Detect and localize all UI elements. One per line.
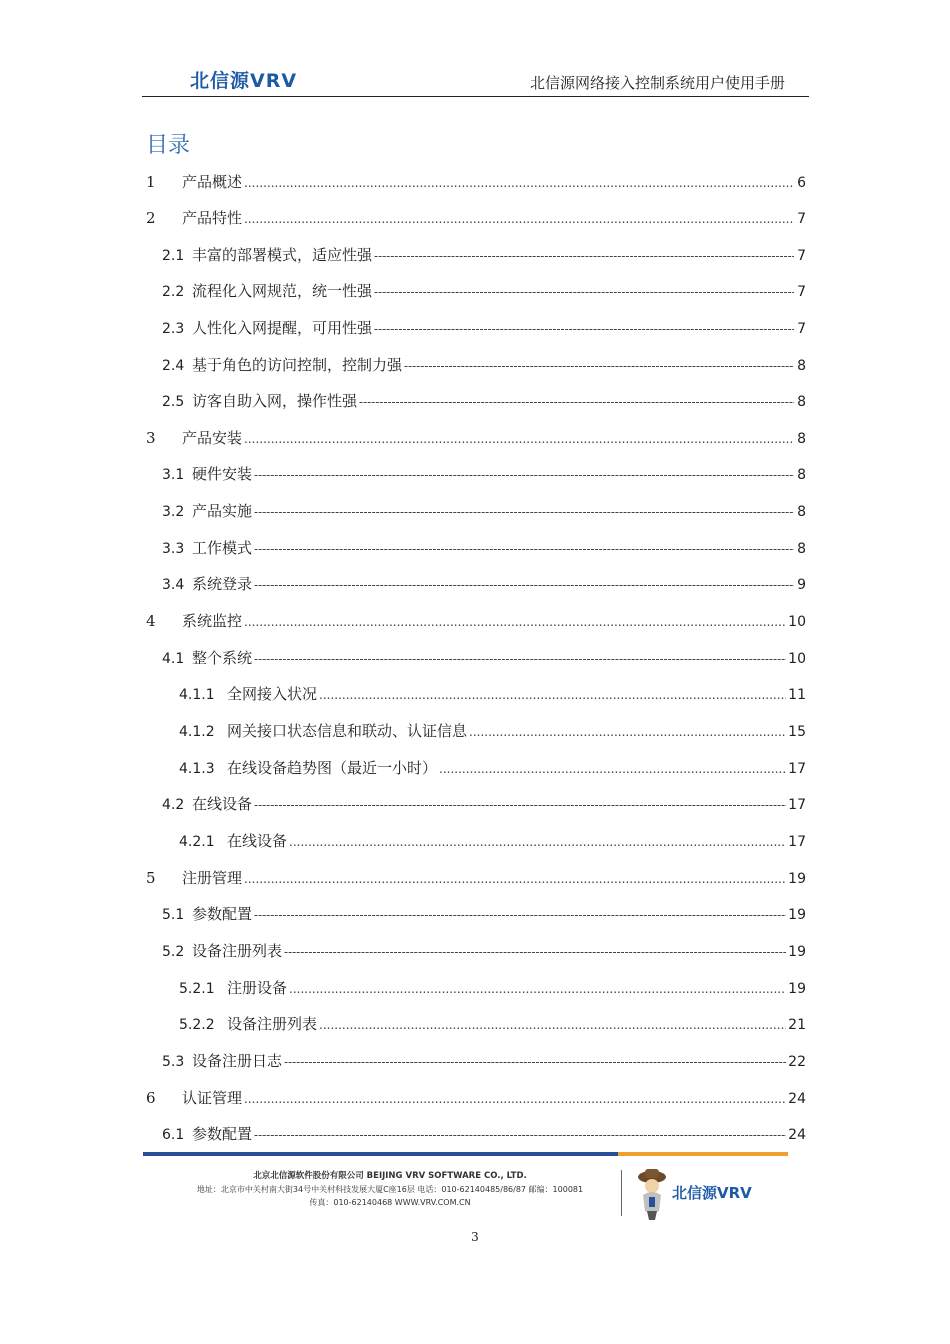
toc-entry-page: 19 <box>788 944 806 960</box>
toc-entry[interactable] <box>179 830 806 854</box>
footer-bar-blue <box>143 1152 618 1156</box>
toc-entry-page: 7 <box>797 321 806 337</box>
toc-entry[interactable] <box>162 903 806 927</box>
toc-entry-page: 8 <box>797 358 806 374</box>
toc-entry[interactable] <box>162 280 806 304</box>
footer-divider <box>621 1170 622 1216</box>
toc-leader <box>254 1128 786 1142</box>
toc-entry-title: 流程化入网规范，统一性强 <box>192 282 373 300</box>
toc-entry-number: 2.2 <box>162 284 185 300</box>
toc-entry-title: 全网接入状况 <box>227 685 318 703</box>
toc-entry-title: 在线设备趋势图（最近一小时） <box>227 759 438 777</box>
toc-entry-page: 10 <box>788 614 806 630</box>
toc-entry-number: 3 <box>146 429 156 447</box>
toc-entry-title: 设备注册列表 <box>192 942 283 960</box>
toc-leader <box>469 725 786 739</box>
toc-entry-number: 3.1 <box>162 467 185 483</box>
footer-contact: 传真：010-62140468 WWW.VRV.COM.CN <box>309 1198 471 1207</box>
toc-entry-page: 7 <box>797 211 806 227</box>
toc-entry-page: 19 <box>788 981 806 997</box>
toc-leader <box>244 1092 786 1106</box>
toc-leader <box>254 578 794 592</box>
toc-entry-page: 8 <box>797 467 806 483</box>
toc-leader <box>359 395 794 409</box>
toc-entry[interactable] <box>162 1050 806 1074</box>
toc-entry[interactable] <box>162 793 806 817</box>
toc-entry-number: 4.2 <box>162 797 185 813</box>
toc-entry-title: 注册设备 <box>227 979 288 997</box>
toc-leader <box>254 908 786 922</box>
toc-leader <box>284 1055 786 1069</box>
toc-entry-page: 8 <box>797 394 806 410</box>
toc-leader <box>319 688 786 702</box>
mascot-icon <box>635 1165 669 1221</box>
toc-entry[interactable] <box>162 1123 806 1147</box>
toc-entry-page: 7 <box>797 248 806 264</box>
footer-logo: 北信源VRV <box>672 1184 752 1202</box>
toc-entry-title: 设备注册列表 <box>227 1015 318 1033</box>
toc-entry-title: 访客自助入网，操作性强 <box>192 392 358 410</box>
toc-entry-number: 4.1.3 <box>179 761 215 777</box>
toc-entry-number: 5.2 <box>162 944 185 960</box>
toc-entry-page: 19 <box>788 907 806 923</box>
footer-bar-orange <box>618 1152 788 1156</box>
toc-entry[interactable] <box>162 537 806 561</box>
toc-entry[interactable] <box>179 977 806 1001</box>
toc-entry-number: 2.5 <box>162 394 185 410</box>
toc-entry-title: 工作模式 <box>192 539 253 557</box>
toc-entry-page: 17 <box>788 761 806 777</box>
toc-entry-title: 认证管理 <box>182 1089 243 1107</box>
toc-leader <box>439 762 786 776</box>
header-logo: 北信源VRV <box>190 70 298 92</box>
toc-entry[interactable] <box>179 757 806 781</box>
toc-entry-page: 11 <box>788 687 806 703</box>
toc-leader <box>404 359 794 373</box>
toc-entry[interactable] <box>162 647 806 671</box>
toc-entry-page: 24 <box>788 1127 806 1143</box>
header-title: 北信源网络接入控制系统用户使用手册 <box>529 74 785 92</box>
toc-entry-page: 15 <box>788 724 806 740</box>
toc-entry-number: 3.2 <box>162 504 185 520</box>
toc-leader <box>374 285 794 299</box>
footer-address: 地址：北京市中关村南大街34号中关村科技发展大厦C座16层 电话：010-62140485/86/87 邮编：100081 <box>196 1185 584 1194</box>
header-rule <box>142 96 809 97</box>
toc-entry-title: 产品特性 <box>182 209 243 227</box>
toc-entry[interactable] <box>146 207 806 231</box>
toc-entry-title: 产品安装 <box>182 429 243 447</box>
toc-entry-page: 8 <box>797 431 806 447</box>
toc-entry-page: 17 <box>788 797 806 813</box>
toc-entry-number: 1 <box>146 173 156 191</box>
footer-company-info <box>160 1170 620 1209</box>
toc-leader <box>289 982 786 996</box>
toc-entry[interactable] <box>162 354 806 378</box>
toc-entry-number: 5.2.1 <box>179 981 215 997</box>
toc-entry-page: 7 <box>797 284 806 300</box>
footer-company-name: 北京北信源软件股份有限公司 BEIJING VRV SOFTWARE CO., LTD. <box>253 1171 527 1181</box>
toc-entry-page: 24 <box>788 1091 806 1107</box>
toc-entry-title: 基于角色的访问控制，控制力强 <box>192 356 403 374</box>
toc-entry-number: 2 <box>146 209 156 227</box>
toc-entry-number: 5.1 <box>162 907 185 923</box>
toc-entry-page: 8 <box>797 541 806 557</box>
toc-entry-page: 21 <box>788 1017 806 1033</box>
toc-entry-title: 系统监控 <box>182 612 243 630</box>
toc-leader <box>374 322 794 336</box>
toc-entry-number: 3.3 <box>162 541 185 557</box>
toc-entry-title: 网关接口状态信息和联动、认证信息 <box>227 722 468 740</box>
toc-entry[interactable] <box>179 683 806 707</box>
toc-entry-page: 22 <box>788 1054 806 1070</box>
toc-entry-number: 4.1.2 <box>179 724 215 740</box>
toc-entry[interactable] <box>162 390 806 414</box>
toc-leader <box>244 615 786 629</box>
toc-entry[interactable] <box>162 500 806 524</box>
toc-leader <box>284 945 786 959</box>
toc-entry-number: 4.1 <box>162 651 185 667</box>
toc-leader <box>254 798 786 812</box>
toc-entry-title: 人性化入网提醒，可用性强 <box>192 319 373 337</box>
toc-leader <box>244 872 786 886</box>
toc-entry-number: 2.3 <box>162 321 185 337</box>
toc-entry[interactable] <box>162 244 806 268</box>
toc-leader <box>254 468 794 482</box>
toc-entry-number: 4.2.1 <box>179 834 215 850</box>
toc-leader <box>254 505 794 519</box>
toc-leader <box>254 542 794 556</box>
toc-entry[interactable] <box>162 940 806 964</box>
toc-entry[interactable] <box>146 867 806 891</box>
toc-leader <box>319 1018 786 1032</box>
toc-entry-number: 6.1 <box>162 1127 185 1143</box>
toc-entry-title: 注册管理 <box>182 869 243 887</box>
toc-entry-number: 4.1.1 <box>179 687 215 703</box>
toc-entry-page: 6 <box>797 175 806 191</box>
toc-entry-number: 2.4 <box>162 358 185 374</box>
toc-entry-number: 2.1 <box>162 248 185 264</box>
toc-entry-title: 丰富的部署模式，适应性强 <box>192 246 373 264</box>
toc-entry-title: 设备注册日志 <box>192 1052 283 1070</box>
toc-entry[interactable] <box>162 573 806 597</box>
toc-entry[interactable] <box>179 1013 806 1037</box>
toc-entry[interactable] <box>146 427 806 451</box>
toc-entry[interactable] <box>179 720 806 744</box>
toc-leader <box>244 176 794 190</box>
toc-entry-title: 产品实施 <box>192 502 253 520</box>
toc-entry-number: 5 <box>146 869 156 887</box>
toc-entry-page: 10 <box>788 651 806 667</box>
toc-entry[interactable] <box>146 171 806 195</box>
toc-entry-title: 在线设备 <box>227 832 288 850</box>
toc-entry-page: 17 <box>788 834 806 850</box>
toc-entry[interactable] <box>162 463 806 487</box>
toc-heading: 目录 <box>146 133 191 158</box>
toc-entry[interactable] <box>146 610 806 634</box>
toc-entry-title: 系统登录 <box>192 575 253 593</box>
toc-entry-page: 8 <box>797 504 806 520</box>
toc-entry-page: 9 <box>797 577 806 593</box>
toc-entry-number: 3.4 <box>162 577 185 593</box>
toc-entry-title: 在线设备 <box>192 795 253 813</box>
toc-entry-title: 硬件安装 <box>192 465 253 483</box>
toc-leader <box>289 835 786 849</box>
toc-entry-number: 6 <box>146 1089 156 1107</box>
toc-entry-number: 4 <box>146 612 156 630</box>
toc-entry-title: 参数配置 <box>192 1125 253 1143</box>
toc-entry[interactable] <box>162 317 806 341</box>
toc-entry-number: 5.3 <box>162 1054 185 1070</box>
toc-leader <box>244 432 794 446</box>
toc-leader <box>374 249 794 263</box>
toc-entry-title: 整个系统 <box>192 649 253 667</box>
toc-leader <box>244 212 794 226</box>
toc-entry-title: 产品概述 <box>182 173 243 191</box>
page-number: 3 <box>471 1230 479 1244</box>
toc-entry-page: 19 <box>788 871 806 887</box>
toc-leader <box>254 652 786 666</box>
toc-entry[interactable] <box>146 1087 806 1111</box>
toc-entry-number: 5.2.2 <box>179 1017 215 1033</box>
toc-entry-title: 参数配置 <box>192 905 253 923</box>
